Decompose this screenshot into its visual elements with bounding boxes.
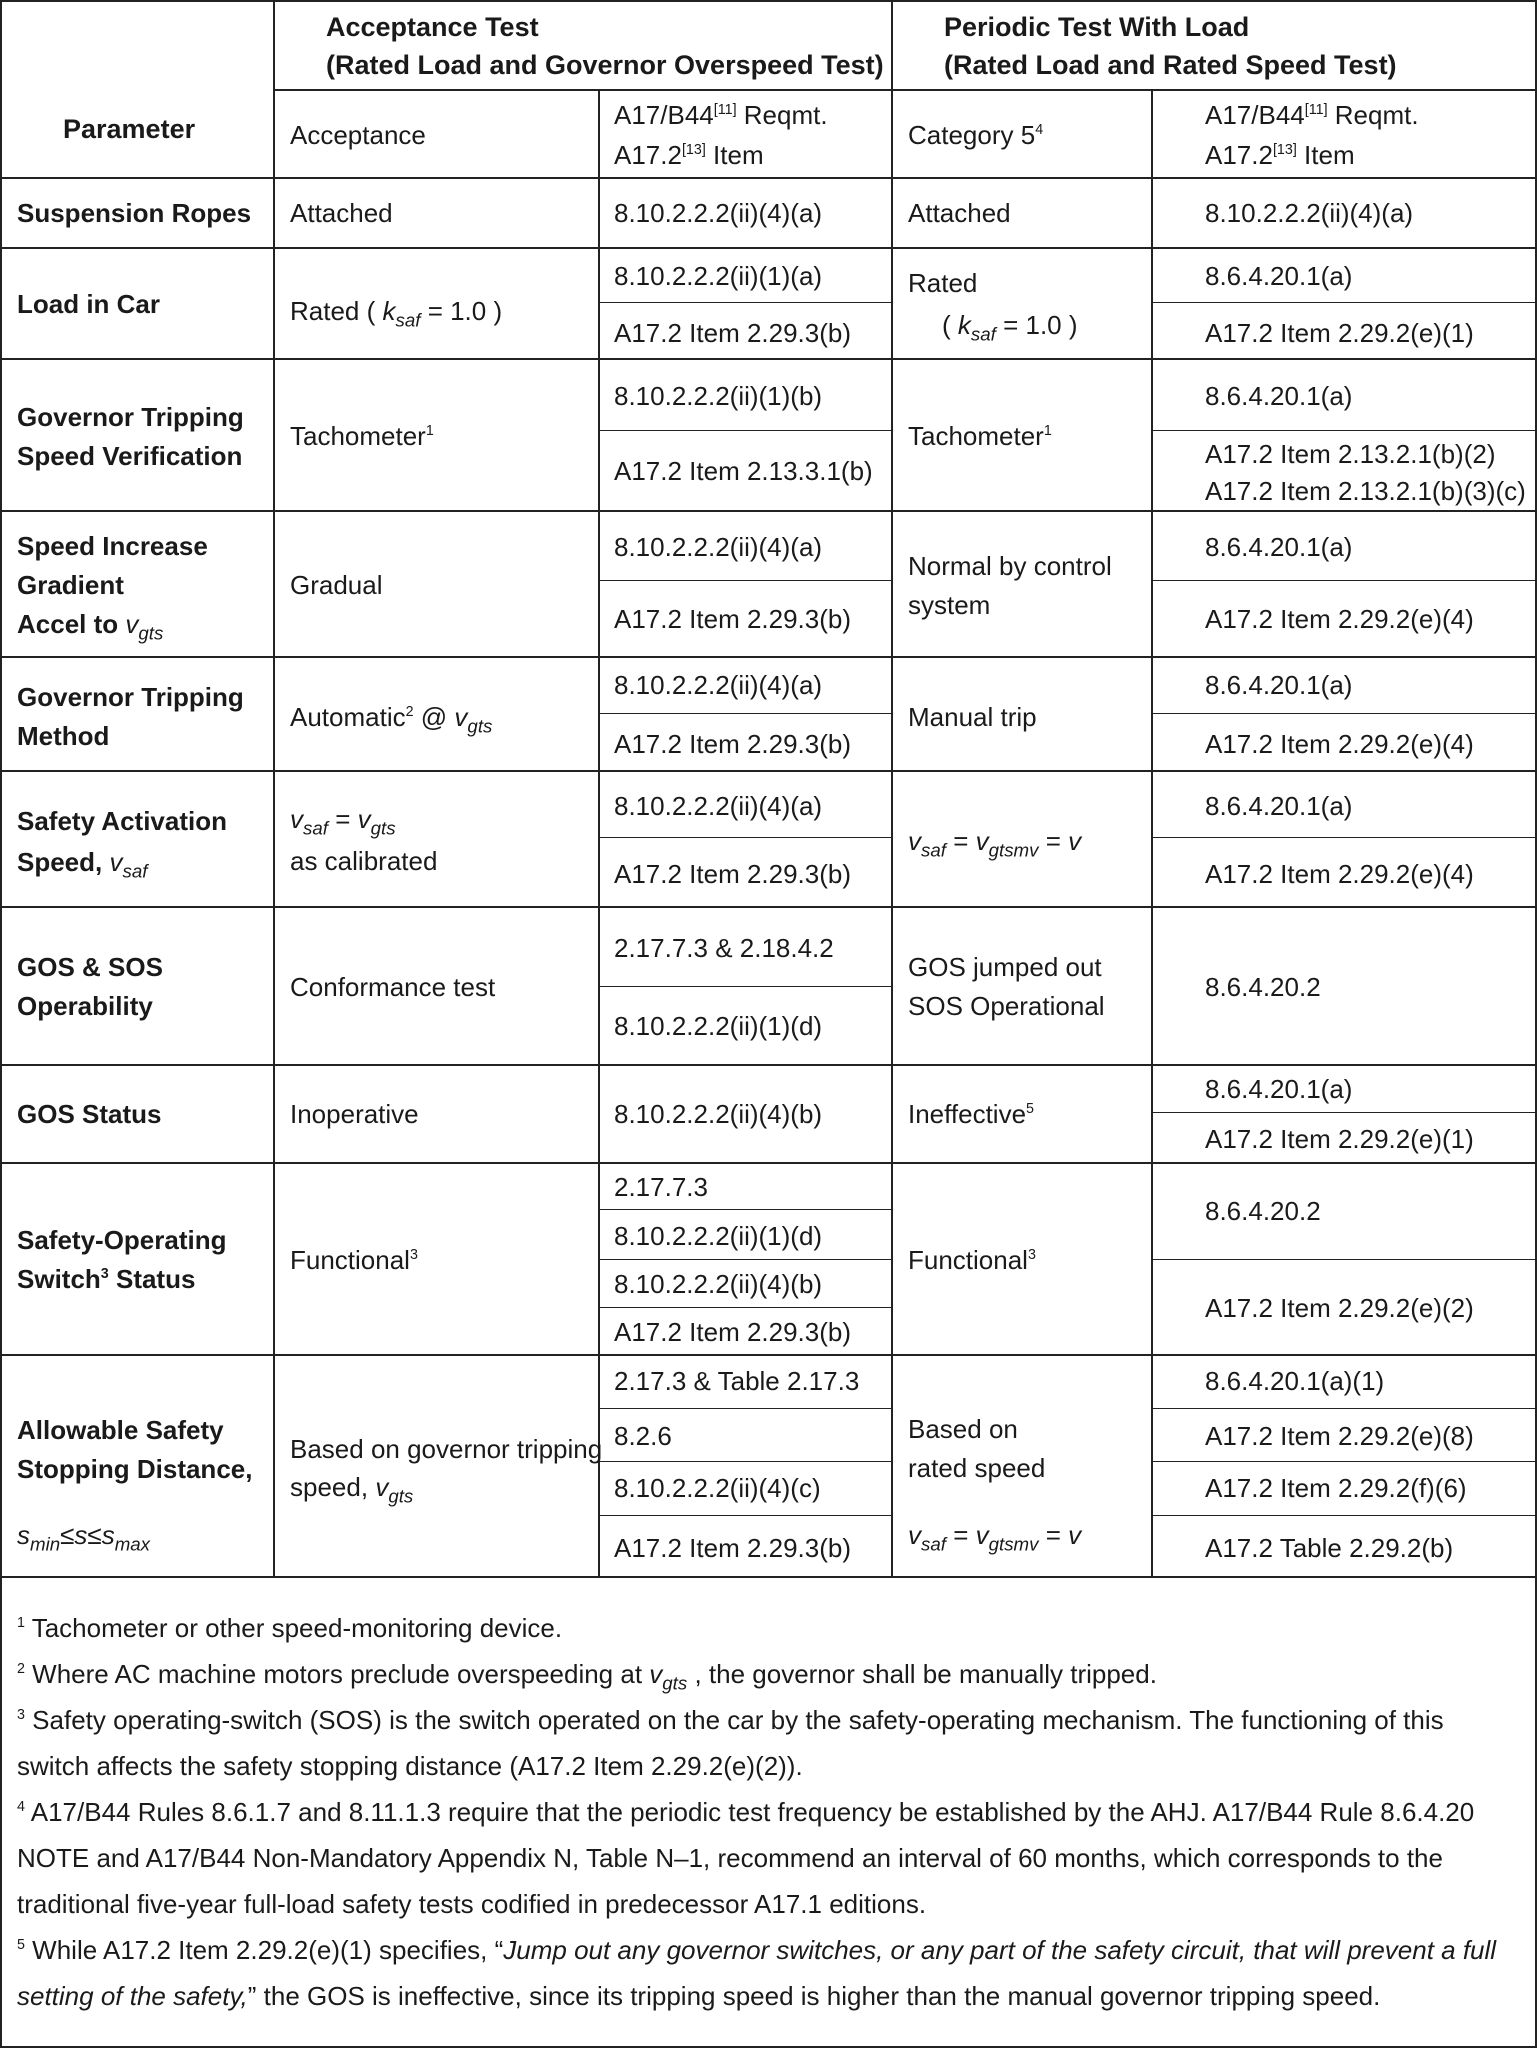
per-stopping-2: rated speed bbox=[908, 1453, 1046, 1483]
acc-gos-status: Inoperative bbox=[290, 1099, 419, 1129]
footnote-3-line-2: switch affects the safety stopping distance (A17.2 Item 2.29.2(e)(2)). bbox=[17, 1751, 803, 1781]
header-acceptance-col: Acceptance bbox=[290, 120, 426, 150]
per-ref-speed-inc-1: 8.6.4.20.1(a) bbox=[1205, 532, 1353, 562]
acc-sos-status: Functional$^3$ bbox=[290, 1245, 418, 1275]
param-sos-status-2: Switch$^3$ Status bbox=[17, 1264, 196, 1294]
param-suspension-ropes: Suspension Ropes bbox=[17, 198, 252, 228]
acc-gov-method: Automatic$^2$ @ $v_{gts}$ bbox=[290, 702, 493, 737]
param-gov-method-2: Method bbox=[17, 721, 110, 751]
per-gov-method: Manual trip bbox=[908, 702, 1037, 732]
header-periodic-title: Periodic Test With Load bbox=[944, 12, 1250, 42]
header-acceptance-subtitle: (Rated Load and Governor Overspeed Test) bbox=[326, 50, 884, 80]
per-ref-gov-speed-3: A17.2 Item 2.13.2.1(b)(3)(c) bbox=[1205, 476, 1526, 506]
header-parameter: Parameter bbox=[63, 114, 196, 144]
param-gov-speed-2: Speed Verification bbox=[17, 441, 243, 471]
per-ref-gov-speed-2: A17.2 Item 2.13.2.1(b)(2) bbox=[1205, 439, 1496, 469]
param-sos-status-1: Safety-Operating bbox=[17, 1225, 227, 1255]
header-reqmt-b: A17/B44[11] Reqmt. bbox=[1205, 100, 1419, 130]
per-ref-sos-status-2: A17.2 Item 2.29.2(e)(2) bbox=[1205, 1293, 1474, 1323]
acc-ref-safety-act-1: 8.10.2.2.2(ii)(4)(a) bbox=[614, 791, 823, 821]
per-ref-gos-sos: 8.6.4.20.2 bbox=[1205, 972, 1321, 1002]
acc-ref-speed-inc-2: A17.2 Item 2.29.3(b) bbox=[614, 604, 852, 634]
acc-ref-sos-status-1: 2.17.7.3 bbox=[614, 1172, 708, 1202]
acc-ref-sos-status-2: 8.10.2.2.2(ii)(1)(d) bbox=[614, 1221, 823, 1251]
header-item-b: A17.2[13] Item bbox=[1205, 140, 1355, 170]
per-sos-status: Functional$^3$ bbox=[908, 1245, 1036, 1275]
param-speed-inc-3: Accel to $v_{gts}$ bbox=[17, 609, 164, 644]
per-ref-gov-method-1: 8.6.4.20.1(a) bbox=[1205, 670, 1353, 700]
param-safety-act-1: Safety Activation bbox=[17, 806, 227, 836]
param-gov-speed-1: Governor Tripping bbox=[17, 402, 244, 432]
per-stopping-3: $v_{saf} = v_{gtsmv} = v$ bbox=[908, 1520, 1082, 1555]
param-stopping-range: $s_{min}\le s\le s_{max}$ bbox=[17, 1520, 151, 1555]
acc-ref-gov-method-2: A17.2 Item 2.29.3(b) bbox=[614, 729, 852, 759]
acc-ref-load-2: A17.2 Item 2.29.3(b) bbox=[614, 318, 852, 348]
acc-speed-inc: Gradual bbox=[290, 570, 383, 600]
acc-gov-speed: Tachometer$^1$ bbox=[290, 421, 434, 451]
param-gos-sos-2: Operability bbox=[17, 991, 153, 1021]
footnote-1: $^1$ Tachometer or other speed-monitoring device. bbox=[17, 1613, 563, 1643]
per-stopping-1: Based on bbox=[908, 1414, 1018, 1444]
header-reqmt-a: A17/B44[11] Reqmt. bbox=[614, 100, 828, 130]
acc-ref-load-1: 8.10.2.2.2(ii)(1)(a) bbox=[614, 261, 823, 291]
acc-gos-sos: Conformance test bbox=[290, 972, 496, 1002]
acc-load: Rated ( $k_{saf} = 1.0$ ) bbox=[290, 296, 503, 331]
acc-ref-gos-sos-1: 2.17.7.3 & 2.18.4.2 bbox=[614, 933, 834, 963]
header-periodic-subtitle: (Rated Load and Rated Speed Test) bbox=[944, 50, 1397, 80]
per-ref-suspension: 8.10.2.2.2(ii)(4)(a) bbox=[1205, 198, 1414, 228]
acc-ref-suspension: 8.10.2.2.2(ii)(4)(a) bbox=[614, 198, 823, 228]
footnote-5-line-1: $^5$ While A17.2 Item 2.29.2(e)(1) specifies, “Jump out any governor switches, or any part of the safety circuit, that will prevent a full bbox=[17, 1935, 1497, 1965]
per-ref-load-2: A17.2 Item 2.29.2(e)(1) bbox=[1205, 318, 1474, 348]
per-gos-sos-2: SOS Operational bbox=[908, 991, 1105, 1021]
per-load-2: ( $k_{saf} = 1.0$ ) bbox=[942, 310, 1078, 345]
per-ref-load-1: 8.6.4.20.1(a) bbox=[1205, 261, 1353, 291]
per-ref-gov-speed-1: 8.6.4.20.1(a) bbox=[1205, 381, 1353, 411]
per-ref-gov-method-2: A17.2 Item 2.29.2(e)(4) bbox=[1205, 729, 1474, 759]
per-ref-gos-status-1: 8.6.4.20.1(a) bbox=[1205, 1074, 1353, 1104]
header-acceptance-title: Acceptance Test bbox=[326, 12, 539, 42]
param-gos-sos-1: GOS & SOS bbox=[17, 952, 163, 982]
per-ref-safety-act-2: A17.2 Item 2.29.2(e)(4) bbox=[1205, 859, 1474, 889]
per-gov-speed: Tachometer$^1$ bbox=[908, 421, 1052, 451]
acc-ref-speed-inc-1: 8.10.2.2.2(ii)(4)(a) bbox=[614, 532, 823, 562]
footnote-4-line-3: traditional five-year full-load safety tests codified in predecessor A17.1 editions. bbox=[17, 1889, 927, 1919]
footnote-3-line-1: $^3$ Safety operating-switch (SOS) is the switch operated on the car by the safety-operating mechanism. The functioning of this bbox=[17, 1705, 1444, 1735]
acc-ref-safety-act-2: A17.2 Item 2.29.3(b) bbox=[614, 859, 852, 889]
acc-ref-sos-status-3: 8.10.2.2.2(ii)(4)(b) bbox=[614, 1269, 823, 1299]
acc-ref-stopping-3: 8.10.2.2.2(ii)(4)(c) bbox=[614, 1473, 821, 1503]
acc-ref-gov-speed-1: 8.10.2.2.2(ii)(1)(b) bbox=[614, 381, 823, 411]
param-load-in-car: Load in Car bbox=[17, 289, 161, 319]
param-stopping-2: Stopping Distance, bbox=[17, 1454, 253, 1484]
acc-ref-stopping-1: 2.17.3 & Table 2.17.3 bbox=[614, 1366, 860, 1396]
per-ref-stopping-3: A17.2 Item 2.29.2(f)(6) bbox=[1205, 1473, 1467, 1503]
header-item-a: A17.2[13] Item bbox=[614, 140, 764, 170]
param-speed-inc-2: Gradient bbox=[17, 570, 124, 600]
param-gov-method-1: Governor Tripping bbox=[17, 682, 244, 712]
acc-ref-sos-status-4: A17.2 Item 2.29.3(b) bbox=[614, 1317, 852, 1347]
acc-ref-stopping-2: 8.2.6 bbox=[614, 1421, 672, 1451]
footnote-2: $^2$ Where AC machine motors preclude overspeeding at $v_{gts}$ , the governor shall be manually tripped. bbox=[17, 1659, 1157, 1694]
per-ref-safety-act-1: 8.6.4.20.1(a) bbox=[1205, 791, 1353, 821]
per-speed-inc-2: system bbox=[908, 590, 991, 620]
header-category: Category $5^4$ bbox=[908, 120, 1044, 150]
acc-stopping-1: Based on governor tripping bbox=[290, 1434, 603, 1464]
acc-stopping-2: speed, $v_{gts}$ bbox=[290, 1472, 414, 1507]
acc-safety-act-1: $v_{saf} = v_{gts}$ bbox=[290, 804, 396, 839]
acc-ref-gov-method-1: 8.10.2.2.2(ii)(4)(a) bbox=[614, 670, 823, 700]
per-gos-sos-1: GOS jumped out bbox=[908, 952, 1102, 982]
acc-ref-stopping-4: A17.2 Item 2.29.3(b) bbox=[614, 1533, 852, 1563]
param-safety-act-2: Speed, $v_{saf}$ bbox=[17, 847, 148, 882]
per-ref-stopping-1: 8.6.4.20.1(a)(1) bbox=[1205, 1366, 1385, 1396]
param-speed-inc-1: Speed Increase bbox=[17, 531, 208, 561]
per-suspension: Attached bbox=[908, 198, 1011, 228]
acc-suspension: Attached bbox=[290, 198, 393, 228]
per-ref-sos-status-1: 8.6.4.20.2 bbox=[1205, 1196, 1321, 1226]
per-ref-stopping-4: A17.2 Table 2.29.2(b) bbox=[1205, 1533, 1454, 1563]
per-ref-gos-status-2: A17.2 Item 2.29.2(e)(1) bbox=[1205, 1124, 1474, 1154]
acc-ref-gov-speed-2: A17.2 Item 2.13.3.1(b) bbox=[614, 456, 873, 486]
param-stopping-1: Allowable Safety bbox=[17, 1415, 224, 1445]
per-load-1: Rated bbox=[908, 268, 978, 298]
per-safety-act: $v_{saf} = v_{gtsmv} = v$ bbox=[908, 826, 1082, 861]
acc-ref-gos-status: 8.10.2.2.2(ii)(4)(b) bbox=[614, 1099, 823, 1129]
per-ref-speed-inc-2: A17.2 Item 2.29.2(e)(4) bbox=[1205, 604, 1474, 634]
per-speed-inc-1: Normal by control bbox=[908, 551, 1112, 581]
footnote-4-line-1: $^4$ A17/B44 Rules 8.6.1.7 and 8.11.1.3 require that the periodic test frequency be established by the AHJ. A17/B44 Rule 8.6.4.20 bbox=[17, 1797, 1475, 1827]
param-gos-status: GOS Status bbox=[17, 1099, 162, 1129]
per-gos-status: Ineffective$^5$ bbox=[908, 1099, 1034, 1129]
per-ref-stopping-2: A17.2 Item 2.29.2(e)(8) bbox=[1205, 1421, 1474, 1451]
acc-safety-act-2: as calibrated bbox=[290, 846, 438, 876]
footnote-4-line-2: NOTE and A17/B44 Non-Mandatory Appendix N, Table N–1, recommend an interval of 60 months, which corresponds to the bbox=[17, 1843, 1443, 1873]
footnote-5-line-2: setting of the safety,” the GOS is ineffective, since its tripping speed is higher than the manual governor tripping speed. bbox=[17, 1981, 1381, 2011]
acc-ref-gos-sos-2: 8.10.2.2.2(ii)(1)(d) bbox=[614, 1011, 823, 1041]
